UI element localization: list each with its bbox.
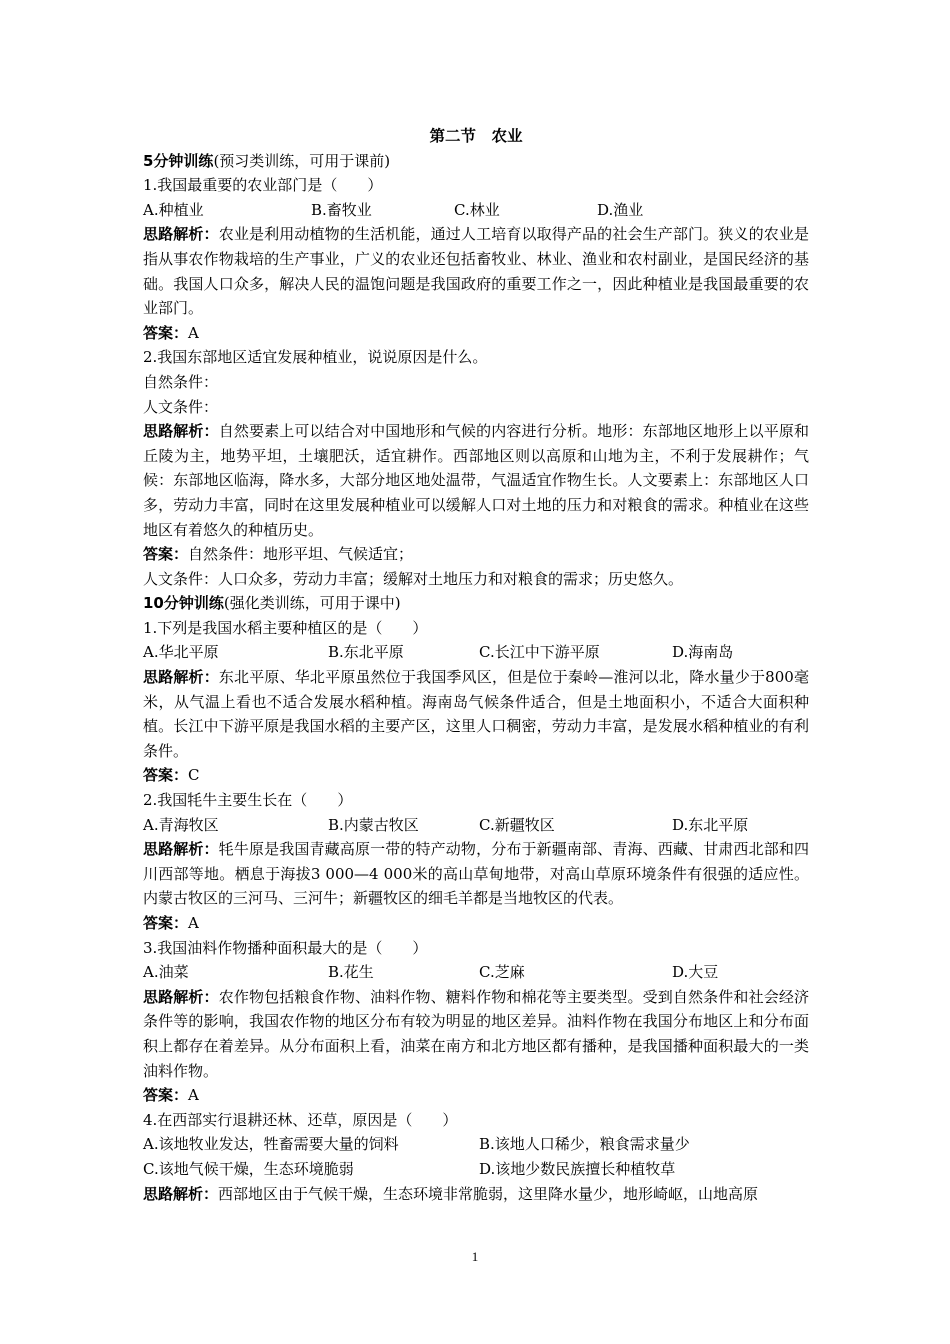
section-heading-5min [143,149,809,174]
option-d: D.渔业 [597,200,644,219]
option-b: B.内蒙古牧区 [328,815,419,834]
answer-text: C [188,766,200,785]
question-stem: 2.我国牦牛主要生长在（ ） [143,791,353,810]
option-a: A.油菜 [143,963,189,982]
option-d: D.东北平原 [672,815,749,834]
question-stem: 4.在西部实行退耕还林、还草，原因是（ ） [143,1110,458,1129]
analysis-label: 思路解析： [143,225,219,244]
answer-line [143,542,809,567]
section-heading-10min [143,591,809,616]
blank-natural-conditions: 自然条件： [143,372,219,391]
answer-label: 答案： [143,914,189,932]
option-c: C.新疆牧区 [479,815,555,834]
answer-text: A [188,323,199,342]
question-stem: 1.下列是我国水稻主要种植区的是（ ） [143,618,428,637]
answer-line [143,321,809,346]
answer-line-2: 人文条件：人口众多，劳动力丰富；缓解对土地压力和对粮食的需求；历史悠久。 [143,569,684,588]
question-stem: 2.我国东部地区适宜发展种植业，说说原因是什么。 [143,348,488,367]
analysis-label: 思路解析： [143,840,219,859]
option-b: B.东北平原 [328,643,404,662]
question-stem: 3.我国油料作物播种面积最大的是（ ） [143,938,428,957]
option-b: B.该地人口稀少，粮食需求量少 [479,1135,690,1154]
question-options-row-2 [143,1157,809,1182]
option-a: A.该地牧业发达，牲畜需要大量的饲料 [143,1135,399,1154]
analysis-paragraph [143,985,809,1083]
blank-human-conditions: 人文条件： [143,397,219,416]
analysis-label: 思路解析： [143,987,219,1006]
question-options [143,640,809,665]
option-d: D.海南岛 [672,643,734,662]
answer-text: A [188,914,199,932]
question-options [143,960,809,985]
analysis-text: 西部地区由于气候干燥，生态环境非常脆弱，这里降水量少，地形崎岖，山地高原 [218,1184,759,1203]
question-options [143,198,809,223]
option-a: A.华北平原 [143,643,219,662]
analysis-text: 农业是利用动植物的生活机能，通过人工培育以取得产品的社会生产部门。狭义的农业是指从事农作物栽培的生产事业，广义的农业还包括畜牧业、林业、渔业和农村副业，是国民经济的基础。我国人口众多，解决人民的温饱问题是我国政府的重要工作之一，因此种植业是我国最重要的农业部门。 [143,225,809,318]
option-c: C.芝麻 [479,963,525,982]
option-c: C.林业 [454,200,500,219]
page-title: 第二节 农业 [429,127,523,145]
analysis-paragraph [143,665,809,763]
analysis-paragraph [143,837,809,911]
answer-line [143,763,809,788]
analysis-label: 思路解析： [143,668,219,687]
option-a: A.青海牧区 [143,815,219,834]
answer-label: 答案： [143,545,189,564]
answer-label: 答案： [143,1086,189,1105]
question-stem: 1.我国最重要的农业部门是（ ） [143,176,383,195]
option-b: B.畜牧业 [311,200,372,219]
analysis-text: 自然要素上可以结合对中国地形和气候的内容进行分析。地形：东部地区地形上以平原和丘陵为主，地势平坦，土壤肥沃，适宜耕作。西部地区则以高原和山地为主，不利于发展耕作；气候：东部地区临海，降水多，大部分地区地处温带，气温适宜作物生长。人文要素上：东部地区人口多，劳动力丰富，同时在这里发展种植业可以缓解人口对土地的压力和对粮食的需求。种植业在这些地区有着悠久的种植历史。 [143,422,809,539]
option-c: C.该地气候干燥，生态环境脆弱 [143,1159,354,1178]
answer-line [143,911,809,936]
analysis-label: 思路解析： [143,422,219,441]
answer-label: 答案： [143,323,189,342]
answer-label: 答案： [143,766,189,785]
section-head: 5分钟训练 [143,151,214,170]
document-page [143,124,809,1206]
option-a: A.种植业 [143,200,204,219]
analysis-paragraph [143,222,809,320]
section-note: (预习类训练，可用于课前) [213,151,391,170]
analysis-label: 思路解析： [143,1184,219,1203]
option-d: D.该地少数民族擅长种植牧草 [479,1159,676,1178]
answer-text: 自然条件：地形平坦、气候适宜； [188,545,414,564]
section-head: 10分钟训练 [143,594,224,613]
answer-text: A [188,1086,199,1105]
question-options [143,813,809,838]
analysis-text: 农作物包括粮食作物、油料作物、糖料作物和棉花等主要类型。受到自然条件和社会经济条件等的影响，我国农作物的地区分布有较为明显的地区差异。油料作物在我国分布地区上和分布面积上都存在着差异。从分布面积上看，油菜在南方和北方地区都有播种，是我国播种面积最大的一类油料作物。 [143,987,809,1080]
option-d: D.大豆 [672,963,719,982]
analysis-text: 牦牛原是我国青藏高原一带的特产动物，分布于新疆南部、青海、西藏、甘肃西北部和四川西部等地。栖息于海拔3 000—4 000米的高山草甸地带，对高山草原环境条件有很强的适应性。内蒙古牧区的三河马、三河牛；新疆牧区的细毛羊都是当地牧区的代表。 [143,840,809,908]
option-c: C.长江中下游平原 [479,643,600,662]
analysis-paragraph [143,1182,809,1207]
answer-line [143,1083,809,1108]
analysis-paragraph [143,419,809,542]
section-note: (强化类训练，可用于课中) [223,594,401,613]
analysis-text: 东北平原、华北平原虽然位于我国季风区，但是位于秦岭—淮河以北，降水量少于800毫米，从气温上看也不适合发展水稻种植。海南岛气候条件适合，但是土地面积小，不适合大面积种植。长江中下游平原是我国水稻的主要产区，这里人口稠密，劳动力丰富，是发展水稻种植业的有利条件。 [143,668,809,760]
page-number: 1 [471,1249,479,1264]
option-b: B.花生 [328,963,374,982]
question-options-row-1 [143,1132,809,1157]
